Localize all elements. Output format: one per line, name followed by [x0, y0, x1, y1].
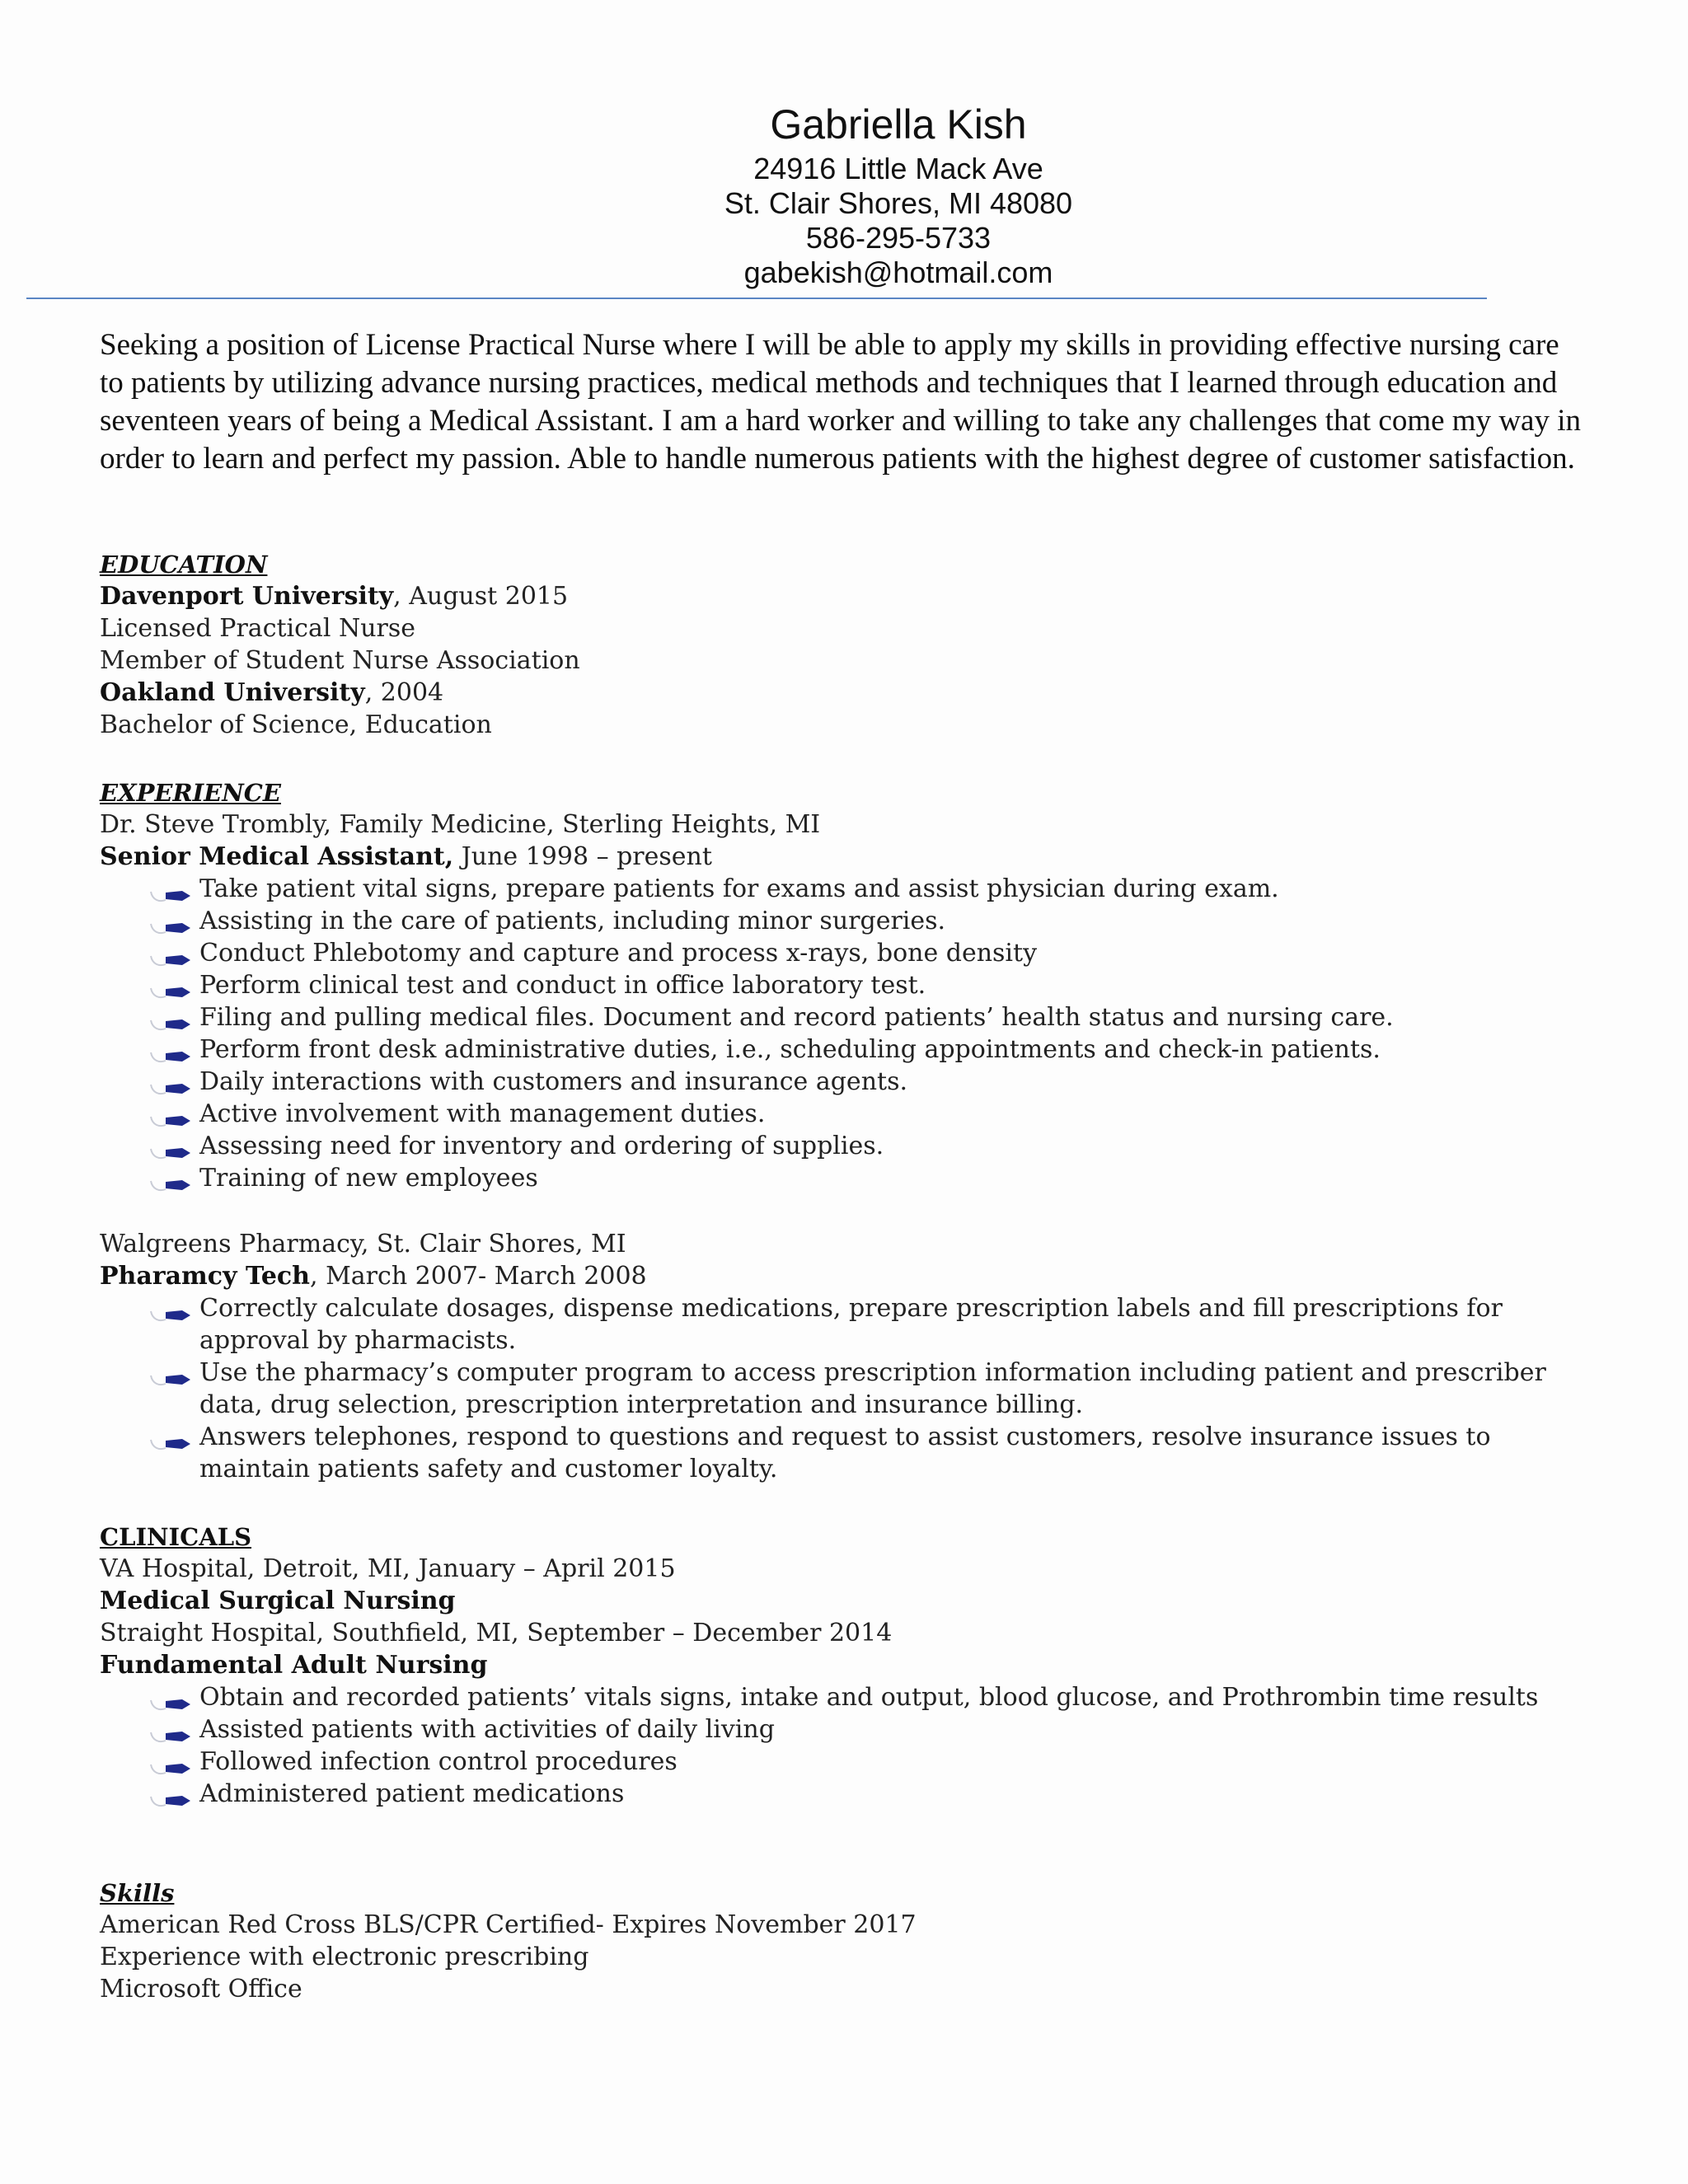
job-title: Pharamcy Tech: [100, 1262, 310, 1291]
bullet-item: Assisted patients with activities of daily living: [100, 1713, 1608, 1746]
job-dates: June 1998 – present: [453, 842, 712, 871]
experience-section: [100, 777, 1608, 1485]
employer: Dr. Steve Trombly, Family Medicine, Sterling Heights, MI: [100, 810, 821, 839]
clinical-title: Medical Surgical Nursing: [100, 1586, 456, 1615]
school-name: Davenport University: [100, 582, 394, 611]
arrow-bullet-icon: [149, 913, 192, 931]
arrow-bullet-icon: [149, 1429, 192, 1447]
objective-summary: Seeking a position of License Practical Nurse where I will be able to apply my skills in providing effective nursing care to patients by utilizing advance nursing practices, medical methods and techniques that I learned through education and seventeen years of being a Medical Assistant. I am a hard worker and willing to take any challenges that come my way in order to learn and perfect my passion. Able to handle numerous patients with the highest degree of customer satisfaction.: [100, 328, 1582, 476]
education-entry-1: [100, 580, 1608, 612]
bullet-item: Training of new employees: [100, 1162, 1608, 1194]
skill-item: American Red Cross BLS/CPR Certified- Expires November 2017: [100, 1910, 917, 1939]
bullet-item: Administered patient medications: [100, 1778, 1608, 1810]
education-section: [100, 549, 1608, 741]
candidate-name: Gabriella Kish: [770, 101, 1027, 148]
arrow-bullet-icon: [149, 1690, 192, 1708]
bullet-item: Filing and pulling medical files. Document and record patients’ health status and nursing care.: [100, 1001, 1608, 1033]
arrow-bullet-icon: [149, 1301, 192, 1319]
skill-item: Microsoft Office: [100, 1975, 302, 2004]
clinicals-section: [100, 1521, 1608, 1810]
arrow-bullet-icon: [149, 1010, 192, 1028]
phone: 586-295-5733: [805, 221, 992, 255]
arrow-bullet-icon: [149, 881, 192, 899]
arrow-bullet-icon: [149, 977, 192, 996]
address-line-1: 24916 Little Mack Ave: [753, 152, 1043, 185]
bullet-item: Obtain and recorded patients’ vitals signs, intake and output, blood glucose, and Prothrombin time results: [100, 1681, 1608, 1713]
job-title-line: [100, 841, 1608, 873]
bullet-item: Conduct Phlebotomy and capture and process x-rays, bone density: [100, 937, 1608, 969]
job-title-line: [100, 1260, 1608, 1292]
school-date: , 2004: [364, 678, 444, 707]
bullet-item: Daily interactions with customers and insurance agents.: [100, 1066, 1608, 1098]
education-entry-2: [100, 677, 1608, 709]
bullet-item: Perform front desk administrative duties, i.e., scheduling appointments and check-in patients.: [100, 1033, 1608, 1066]
arrow-bullet-icon: [149, 1786, 192, 1804]
skill-item: Experience with electronic prescribing: [100, 1943, 589, 1971]
employer: Walgreens Pharmacy, St. Clair Shores, MI: [100, 1230, 626, 1258]
education-heading: EDUCATION: [100, 551, 268, 579]
bullet-item: Assessing need for inventory and ordering of supplies.: [100, 1130, 1608, 1162]
clinical-site: Straight Hospital, Southfield, MI, September – December 2014: [100, 1619, 893, 1647]
header-divider: [26, 298, 1487, 299]
clinical-site: VA Hospital, Detroit, MI, January – April 2015: [100, 1554, 676, 1583]
education-detail: Bachelor of Science, Education: [100, 710, 492, 739]
arrow-bullet-icon: [149, 1754, 192, 1772]
education-detail: Licensed Practical Nurse: [100, 614, 416, 643]
arrow-bullet-icon: [149, 1365, 192, 1383]
job2-duties: [100, 1292, 1608, 1485]
bullet-item: Take patient vital signs, prepare patients for exams and assist physician during exam.: [100, 873, 1608, 905]
school-name: Oakland University: [100, 678, 365, 707]
arrow-bullet-icon: [149, 1170, 192, 1188]
skills-section: [100, 1877, 1608, 2005]
arrow-bullet-icon: [149, 1138, 192, 1156]
arrow-bullet-icon: [149, 1074, 192, 1092]
clinical-duties: [100, 1681, 1608, 1810]
bullet-item: Active involvement with management duties.: [100, 1098, 1608, 1130]
clinical-title: Fundamental Adult Nursing: [100, 1651, 488, 1680]
skills-heading: Skills: [100, 1879, 175, 1907]
bullet-item: Assisting in the care of patients, including minor surgeries.: [100, 905, 1608, 937]
arrow-bullet-icon: [149, 945, 192, 963]
bullet-item: Answers telephones, respond to questions and request to assist customers, resolve insurance issues to maintain patients safety and customer loyalty.: [100, 1421, 1608, 1485]
bullet-item: Perform clinical test and conduct in office laboratory test.: [100, 969, 1608, 1001]
address-line-2: St. Clair Shores, MI 48080: [724, 186, 1073, 220]
job1-duties: [100, 873, 1608, 1194]
bullet-item: Correctly calculate dosages, dispense medications, prepare prescription labels and fill prescriptions for approval by pharmacists.: [100, 1292, 1608, 1357]
bullet-item: Followed infection control procedures: [100, 1746, 1608, 1778]
job-dates: , March 2007- March 2008: [310, 1262, 647, 1291]
school-date: , August 2015: [393, 582, 569, 611]
arrow-bullet-icon: [149, 1722, 192, 1740]
clinicals-heading: CLINICALS: [100, 1523, 252, 1551]
job-title: Senior Medical Assistant,: [100, 842, 454, 871]
arrow-bullet-icon: [149, 1042, 192, 1060]
email: gabekish@hotmail.com: [743, 255, 1053, 289]
arrow-bullet-icon: [149, 1106, 192, 1124]
contact-header: [0, 97, 1688, 290]
bullet-item: Use the pharmacy’s computer program to access prescription information including patient and prescriber data, drug selection, prescription interpretation and insurance billing.: [100, 1357, 1608, 1421]
experience-heading: EXPERIENCE: [100, 779, 281, 807]
education-detail: Member of Student Nurse Association: [100, 646, 580, 675]
